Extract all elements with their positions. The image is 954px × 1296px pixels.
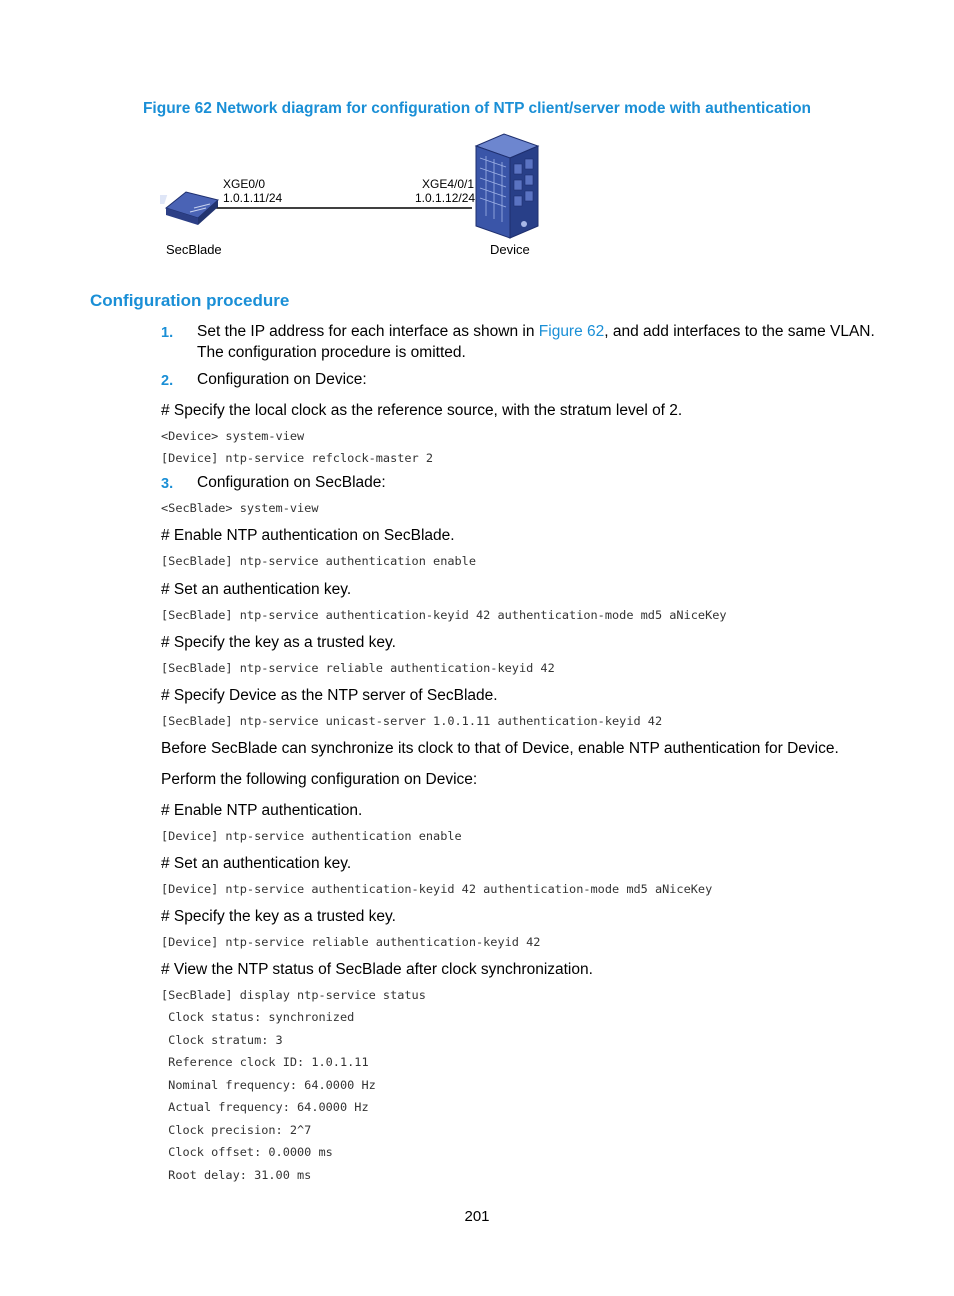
device-label: Device xyxy=(490,242,530,257)
code-line: [SecBlade] ntp-service authentication-keyid 42 authentication-mode md5 aNiceKey xyxy=(161,608,727,622)
step-3-text: Configuration on SecBlade: xyxy=(197,474,386,491)
right-ip-label: 1.0.1.12/24 xyxy=(415,191,476,205)
right-port-label: XGE4/0/1 xyxy=(422,177,475,191)
comment-line: # Set an authentication key. xyxy=(161,855,352,872)
code-line: [SecBlade] display ntp-service status xyxy=(161,988,426,1002)
step-3-number: 3. xyxy=(161,476,174,492)
comment-line: # Specify the key as a trusted key. xyxy=(161,634,396,651)
output-line: Reference clock ID: 1.0.1.11 xyxy=(161,1055,369,1069)
comment-line: # Specify the key as a trusted key. xyxy=(161,908,396,925)
step-2-number: 2. xyxy=(161,373,174,389)
code-line: [Device] ntp-service authentication enable xyxy=(161,829,462,843)
section-title: Configuration procedure xyxy=(90,291,290,310)
step-2-text: Configuration on Device: xyxy=(197,371,367,388)
page-number: 201 xyxy=(464,1208,490,1225)
device-chassis-icon xyxy=(476,134,538,238)
left-ip-label: 1.0.1.11/24 xyxy=(223,191,283,205)
comment-line: # Specify Device as the NTP server of SecBlade. xyxy=(161,687,498,704)
comment-line: # Specify the local clock as the reference source, with the stratum level of 2. xyxy=(161,402,683,419)
step-1-number: 1. xyxy=(161,325,174,341)
comment-line: # Set an authentication key. xyxy=(161,581,352,598)
output-line: Nominal frequency: 64.0000 Hz xyxy=(161,1078,376,1092)
code-line: [Device] ntp-service authentication-keyid 42 authentication-mode md5 aNiceKey xyxy=(161,882,713,896)
code-line: [Device] ntp-service reliable authentication-keyid 42 xyxy=(161,935,541,949)
comment-line: # Enable NTP authentication on SecBlade. xyxy=(161,527,455,544)
output-line: Actual frequency: 64.0000 Hz xyxy=(161,1100,369,1114)
code-line: <Device> system-view xyxy=(161,429,305,443)
paragraph: Perform the following configuration on Device: xyxy=(161,771,478,788)
code-line: [SecBlade] ntp-service unicast-server 1.0.1.11 authentication-keyid 42 xyxy=(161,714,663,728)
code-line: [SecBlade] ntp-service authentication enable xyxy=(161,554,476,568)
output-line: Clock precision: 2^7 xyxy=(161,1123,312,1137)
code-line: <SecBlade> system-view xyxy=(161,501,319,515)
secblade-label: SecBlade xyxy=(166,242,222,257)
code-line: [Device] ntp-service refclock-master 2 xyxy=(161,451,434,465)
output-line: Clock stratum: 3 xyxy=(161,1033,283,1047)
step-1-text-line2: The configuration procedure is omitted. xyxy=(197,344,466,361)
output-line: Clock offset: 0.0000 ms xyxy=(161,1145,333,1159)
output-line: Clock status: synchronized xyxy=(161,1010,355,1024)
comment-line: # View the NTP status of SecBlade after clock synchronization. xyxy=(161,961,593,978)
step-1-text-pre: Set the IP address for each interface as shown in xyxy=(197,323,539,340)
code-line: [SecBlade] ntp-service reliable authentication-keyid 42 xyxy=(161,661,555,675)
figure-62-link[interactable]: Figure 62 xyxy=(538,323,605,340)
network-diagram xyxy=(160,128,560,268)
paragraph: Before SecBlade can synchronize its clock to that of Device, enable NTP authentication for Device. xyxy=(161,740,839,757)
step-1-text xyxy=(197,323,875,341)
secblade-icon xyxy=(160,192,218,225)
comment-line: # Enable NTP authentication. xyxy=(161,802,363,819)
step-1-text-post: , and add interfaces to the same VLAN. xyxy=(604,323,875,340)
output-line: Root delay: 31.00 ms xyxy=(161,1168,312,1182)
figure-caption: Figure 62 Network diagram for configuration of NTP client/server mode with authentication xyxy=(142,100,812,117)
left-port-label: XGE0/0 xyxy=(223,177,266,191)
